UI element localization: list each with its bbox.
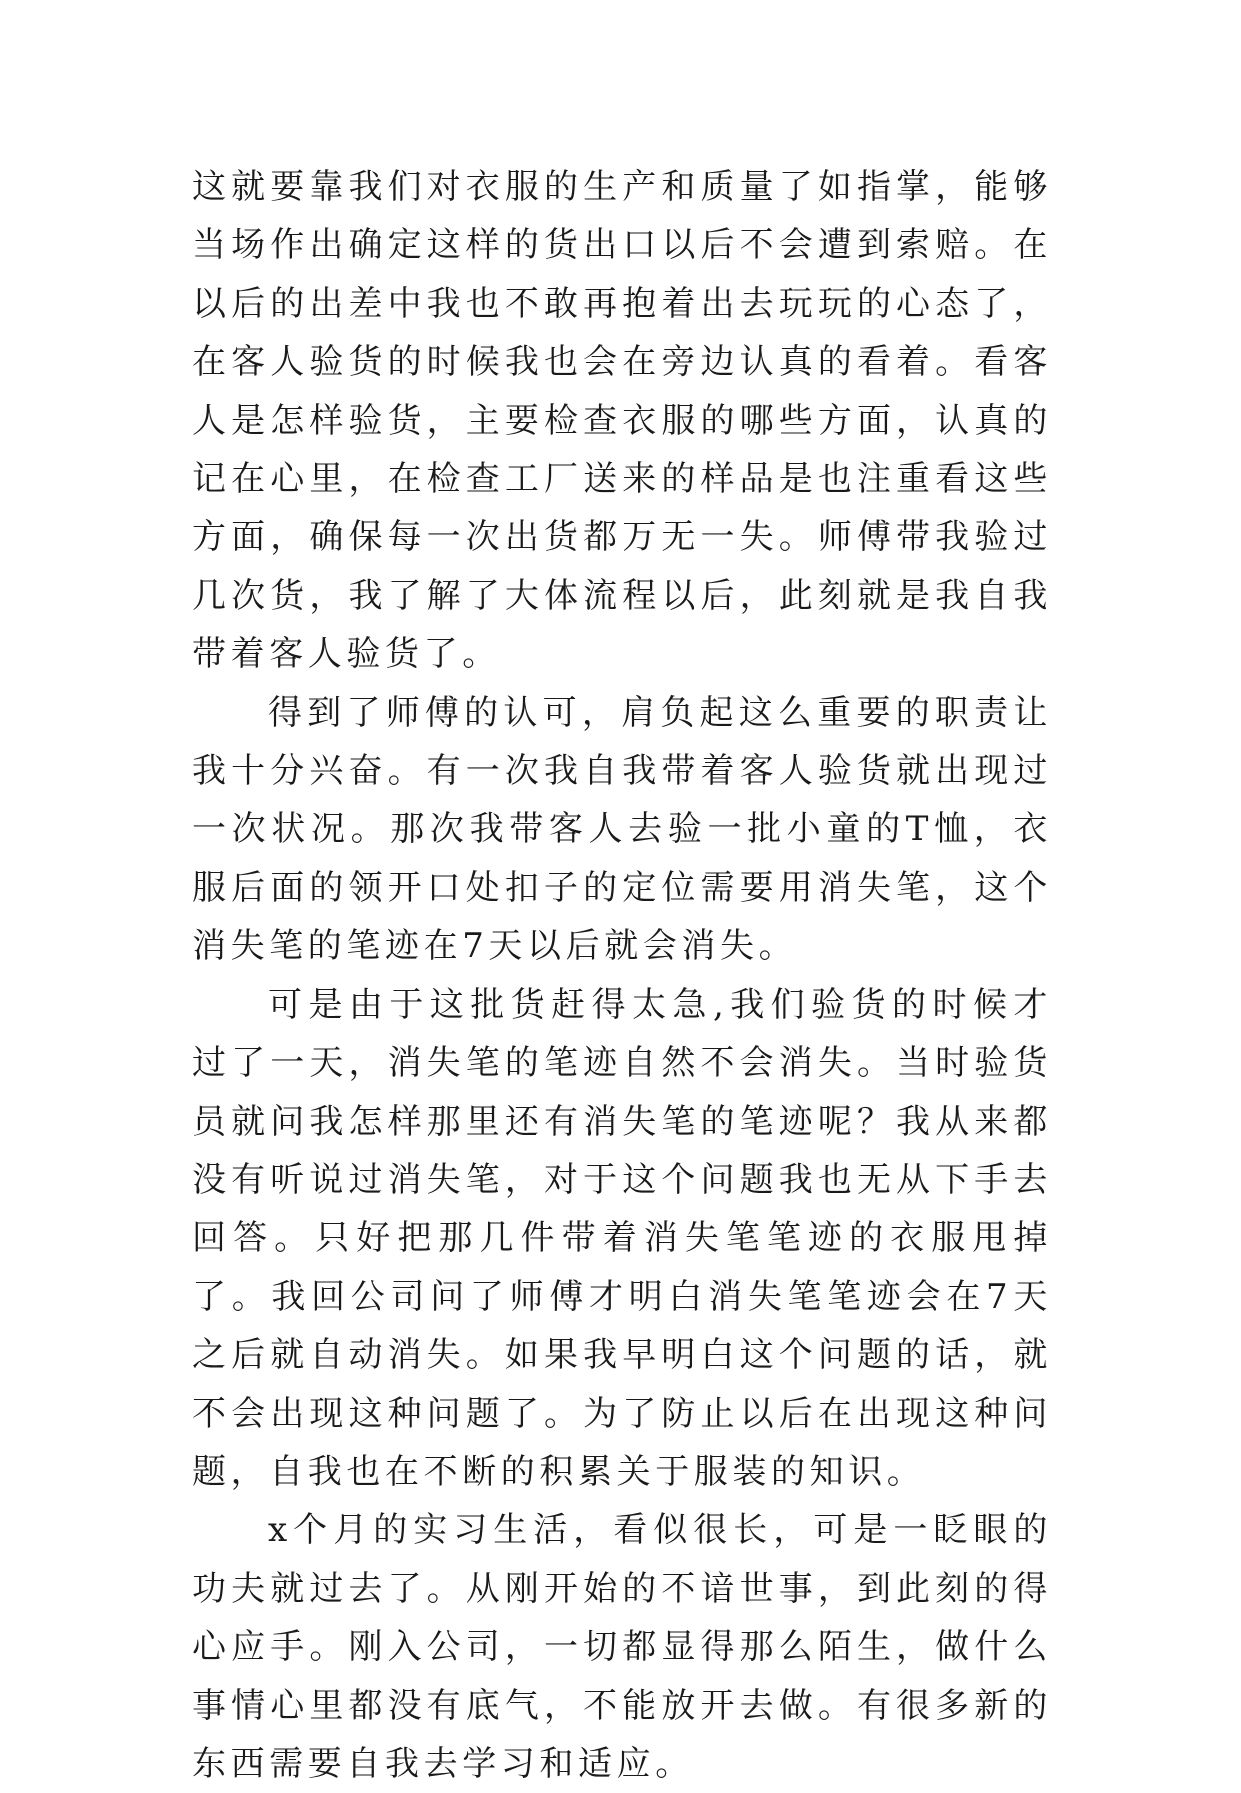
paragraph-2: 得到了师傅的认可，肩负起这么重要的职责让我十分兴奋。有一次我自我带着客人验货就出现过一次状况。那次我带客人去验一批小童的T恤，衣服后面的领开口处扣子的定位需要用消失笔，这个消失笔的笔迹在7天以后就会消失。 xyxy=(192,692,1052,967)
paragraph-1: 这就要靠我们对衣服的生产和质量了如指掌，能够当场作出确定这样的货出口以后不会遭到索赔。在以后的出差中我也不敢再抱着出去玩玩的心态了，在客人验货的时候我也会在旁边认真的看着。看客人是怎样验货，主要检查衣服的哪些方面，认真的记在心里，在检查工厂送来的样品是也注重看这些方面，确保每一次出货都万无一失。师傅带我验过几次货，我了解了大体流程以后，此刻就是我自我带着客人验货了。 xyxy=(192,167,1052,675)
body-text xyxy=(192,158,1052,1793)
paragraph-4: x个月的实习生活，看似很长，可是一眨眼的功夫就过去了。从刚开始的不谙世事，到此刻的得心应手。刚入公司，一切都显得那么陌生，做什么事情心里都没有底气，不能放开去做。有很多新的东西需要自我去学习和适应。 xyxy=(192,1510,1052,1784)
paragraph-3: 可是由于这批货赶得太急,我们验货的时候才过了一天，消失笔的笔迹自然不会消失。当时验货员就问我怎样那里还有消失笔的笔迹呢？我从来都没有听说过消失笔，对于这个问题我也无从下手去回答。只好把那几件带着消失笔笔迹的衣服甩掉了。我回公司问了师傅才明白消失笔笔迹会在7天之后就自动消失。如果我早明白这个问题的话，就不会出现这种问题了。为了防止以后在出现这种问题，自我也在不断的积累关于服装的知识。 xyxy=(192,984,1052,1492)
